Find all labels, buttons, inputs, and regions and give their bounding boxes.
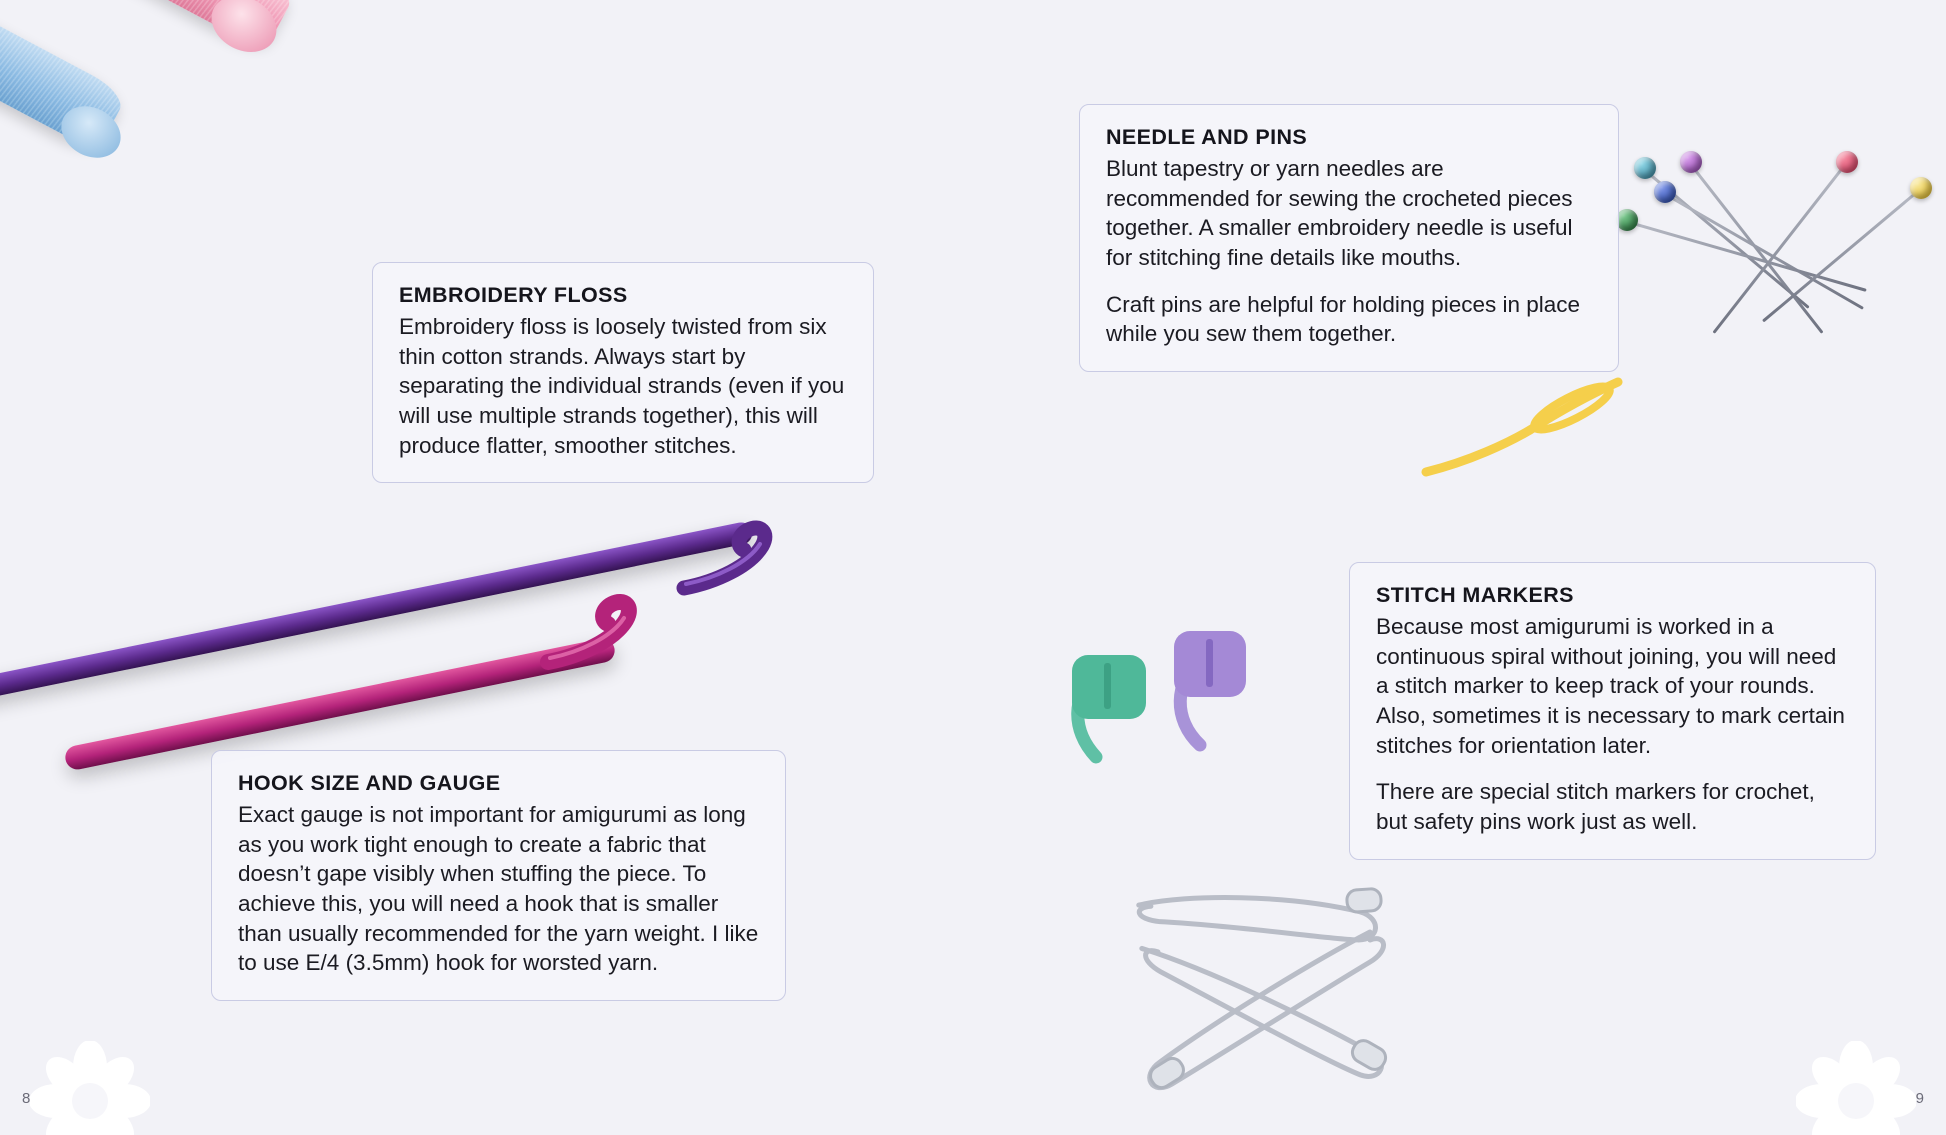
- floss-skeins-photo: [0, 0, 700, 300]
- callout-title: HOOK SIZE AND GAUGE: [238, 771, 501, 795]
- blue-pin-head: [1654, 181, 1676, 203]
- purple-stitch-marker: [1160, 615, 1270, 765]
- yellow-yarn-needle: [1412, 368, 1627, 478]
- magenta-crochet-hook-tip: [540, 590, 650, 680]
- flower-decoration-left: [30, 1041, 150, 1135]
- safety-pins-group: [1120, 848, 1420, 1108]
- crochet-hooks-photo: [0, 540, 800, 740]
- callout-paragraph: Embroidery floss is loosely twisted from six thin cotton strands. Always start by separating the individual strands (even if you will use multiple strands together), this will produce flatter, smoother stitches.: [399, 314, 845, 458]
- teal-stitch-marker: [1060, 637, 1170, 777]
- callout-paragraph: Craft pins are helpful for holding pieces in place while you sew them together.: [1106, 291, 1581, 347]
- callout-needle-and-pins: [1079, 104, 1619, 372]
- callout-paragraph: Blunt tapestry or yarn needles are recommended for sewing the crocheted pieces together. A smaller embroidery needle is useful for stitching fine details like mouths.: [1106, 156, 1573, 271]
- flower-decoration-right: [1796, 1041, 1916, 1135]
- pink-pin-head: [1836, 151, 1858, 173]
- callout-title: STITCH MARKERS: [1376, 583, 1574, 607]
- callout-stitch-markers: [1349, 562, 1876, 860]
- craft-pins-photo: [1580, 130, 1940, 410]
- callout-embroidery-floss: [372, 262, 874, 483]
- blue-pin-needle: [1663, 192, 1864, 310]
- page-number-right: 9: [1915, 1090, 1924, 1107]
- purple-pin-head: [1680, 151, 1702, 173]
- callout-paragraph: Exact gauge is not important for amigurumi as long as you work tight enough to create a fabric that doesn’t gape visibly when stuffing the piece. To achieve this, you will need a hook that is smaller than usually recommended for the yarn weight. I like to use E/4 (3.5mm) hook for worsted yarn.: [238, 802, 759, 976]
- green-pin-head: [1616, 209, 1638, 231]
- page-number-left: 8: [22, 1090, 31, 1107]
- callout-title: NEEDLE AND PINS: [1106, 125, 1308, 149]
- purple-crochet-hook-tip: [676, 516, 786, 606]
- callout-hook-size-and-gauge: [211, 750, 786, 1001]
- green-pin-needle: [1626, 220, 1867, 292]
- stitch-markers-photo: [1060, 615, 1300, 775]
- yellow-pin-head: [1910, 177, 1932, 199]
- yellow-pin-needle: [1762, 188, 1921, 322]
- teal-pin-head: [1634, 157, 1656, 179]
- callout-paragraph: Because most amigurumi is worked in a continuous spiral without joining, you will need a stitch marker to keep track of your rounds. Also, sometimes it is necessary to mark certain stitches for orientation later.: [1376, 614, 1845, 758]
- callout-paragraph: There are special stitch markers for crochet, but safety pins work just as well.: [1376, 779, 1815, 835]
- callout-title: EMBROIDERY FLOSS: [399, 283, 628, 307]
